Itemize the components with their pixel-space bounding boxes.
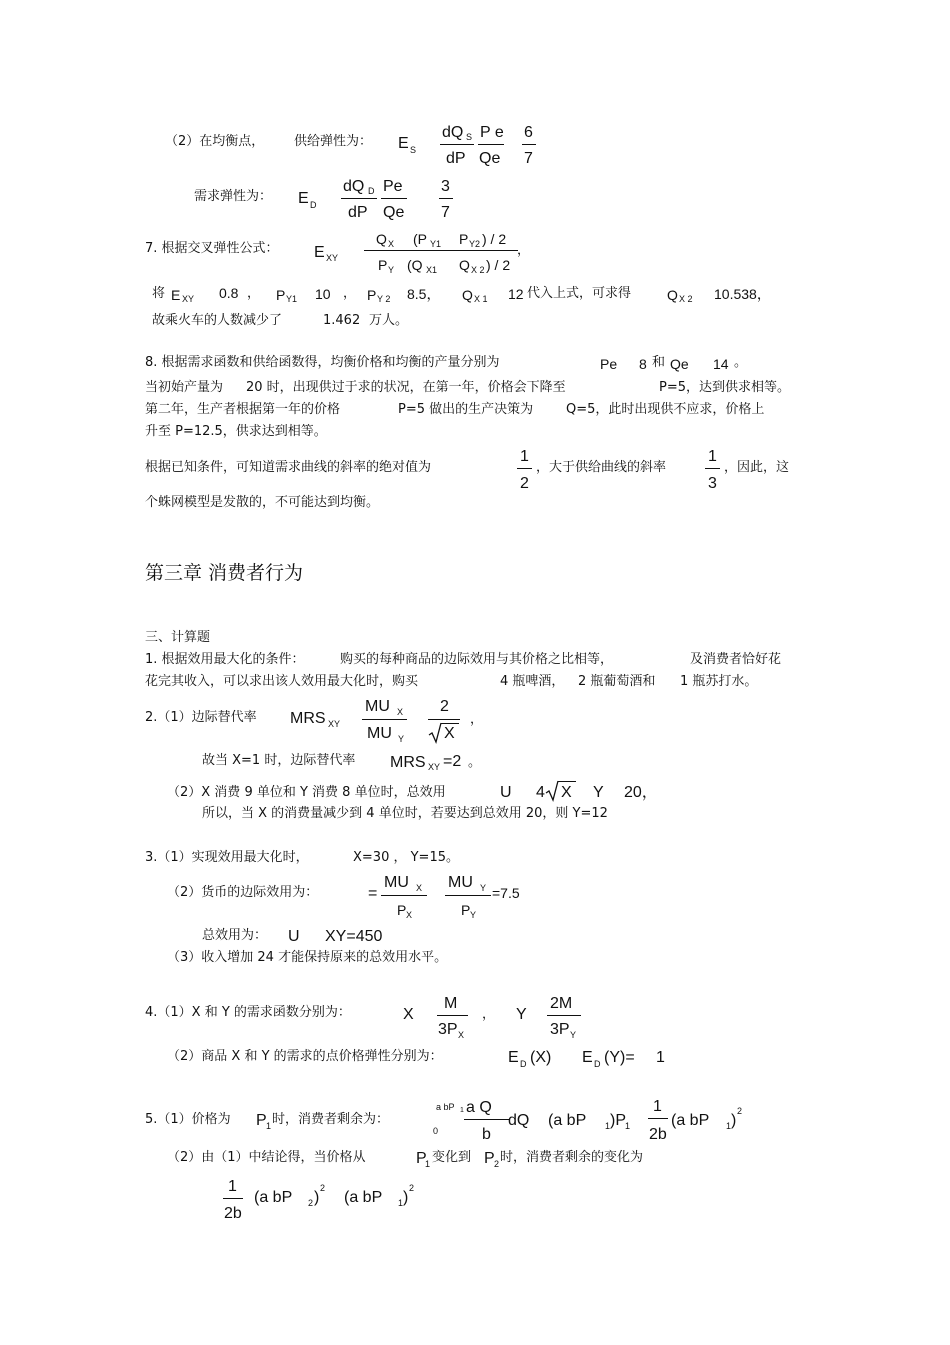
frac-bar	[364, 250, 518, 251]
q4-l1: 4.（1）X 和 Y 的需求函数分别为：	[145, 1005, 351, 1020]
num-py2: P	[459, 231, 469, 247]
ed-y: E	[582, 1049, 593, 1066]
q8-l2c: P=5，达到供求相等。	[659, 380, 791, 395]
mrs-symbol: MRS	[390, 754, 426, 771]
half-den: 2b	[649, 1126, 667, 1143]
q5-l2a: （2）由（1）中结论得，当价格从	[167, 1150, 366, 1165]
num-q: Q	[376, 231, 387, 247]
frac-bar	[517, 468, 532, 469]
q7-v1: 0.8	[219, 285, 239, 301]
den-qx1: (Q	[407, 257, 423, 273]
lambda-value: =7.5	[492, 885, 520, 901]
frac-den: dP	[348, 204, 368, 221]
es-symbol: E	[398, 135, 409, 152]
frac-num-sub: D	[368, 186, 375, 196]
q7-l3a: 故乘火车的人数减少了	[152, 313, 283, 328]
frac-bar	[705, 468, 720, 469]
term-p1: (a bP	[344, 1189, 383, 1206]
p1-sub: 1	[266, 1121, 272, 1131]
den-py: P	[378, 257, 388, 273]
q5-l2b: 变化到	[432, 1150, 472, 1165]
q7-c1: ，	[247, 286, 261, 301]
ed-x-arg: (X)	[530, 1049, 552, 1066]
px: P	[397, 902, 407, 918]
q7-py2: P	[367, 287, 377, 303]
num-q-sub: X	[388, 239, 395, 249]
q7-v4: 12	[508, 286, 524, 302]
mrs-symbol: MRS	[290, 710, 326, 727]
mrs-sub: XY	[328, 719, 341, 729]
frac-bar	[547, 1015, 581, 1016]
frac-num: P e	[480, 124, 504, 141]
ed-y-sub: D	[594, 1059, 601, 1069]
den-qx2-sub: X 2	[471, 265, 485, 275]
q8-l1: 8. 根据需求函数和供给函数得，均衡价格和均衡的产量分别为	[145, 355, 500, 370]
exy-sub: XY	[326, 253, 339, 263]
p1-sub: 1	[425, 1159, 431, 1169]
rect-end-sub: 1	[625, 1121, 631, 1131]
q2-label: 2.（1）边际替代率	[145, 710, 257, 725]
sqrt-bar	[558, 781, 576, 782]
q7-v3: 8.5，	[407, 286, 441, 302]
utility-u: U	[288, 928, 300, 945]
comma: ，	[517, 243, 531, 258]
frac-num-sub: S	[466, 132, 473, 142]
mrs-value: =2	[443, 753, 462, 770]
mu-x: MU	[384, 874, 409, 891]
frac-bar	[478, 144, 504, 145]
frac-num: a Q	[466, 1099, 492, 1116]
q7-c2: ，	[343, 286, 357, 301]
frac-den: Qe	[479, 150, 501, 167]
dq: dQ	[508, 1112, 530, 1129]
sqrt-icon	[545, 780, 559, 802]
q7-qx1-sub: X 1	[474, 294, 488, 304]
slope-den: 3	[708, 475, 717, 492]
frac-den: Qe	[383, 204, 405, 221]
q3-l1a: 3.（1）实现效用最大化时，	[145, 850, 309, 865]
mu-y: MU	[448, 874, 473, 891]
q8-l2a: 当初始产量为	[145, 380, 224, 395]
q7-py2-sub: Y 2	[377, 294, 391, 304]
frac-bar	[440, 144, 474, 145]
q5-l1a: 5.（1）价格为	[145, 1112, 231, 1127]
ed-y-arg: (Y)=	[604, 1049, 635, 1066]
term-p2-end: )	[314, 1189, 320, 1206]
q1-a: 1. 根据效用最大化的条件：	[145, 652, 305, 667]
q7-label: 7. 根据交叉弹性公式：	[145, 241, 279, 256]
frac-den: dP	[446, 150, 466, 167]
frac-bar	[522, 144, 536, 145]
q2-l3a: （2）X 消费 9 单位和 Y 消费 8 单位时，总效用	[167, 785, 446, 800]
p2b-label: 需求弹性为：	[194, 189, 273, 204]
term-p2-sub: 2	[308, 1198, 314, 1208]
q1-f: 2 瓶葡萄酒和	[578, 674, 656, 689]
sqrt-x: X	[561, 784, 572, 801]
coef-4: 4	[536, 784, 545, 801]
frac-bar	[648, 1118, 668, 1119]
num-py2-sub: Y2	[469, 239, 481, 249]
num-py1: (P	[413, 231, 427, 247]
sq-end: )	[731, 1112, 737, 1129]
frac-den-sub: X	[458, 1030, 465, 1040]
q1-g: 1 瓶苏打水。	[680, 674, 758, 689]
py-sub: Y	[470, 910, 477, 920]
result-num: 3	[441, 178, 450, 195]
ed-x-sub: D	[520, 1059, 527, 1069]
p2-label: 供给弹性为：	[294, 134, 373, 149]
frac-den-sub: Y	[570, 1030, 577, 1040]
q5-l1b: 时，消费者剩余为：	[272, 1112, 390, 1127]
mu-y-sub: Y	[480, 883, 487, 893]
q3-l3: 总效用为：	[202, 928, 268, 943]
sqrt-bar	[441, 723, 459, 724]
comma: ，	[482, 1007, 496, 1022]
var-y: Y	[516, 1006, 527, 1023]
q1-e: 4 瓶啤酒，	[500, 674, 565, 689]
q7-v2: 10	[315, 286, 331, 302]
slope-den: 2	[520, 475, 529, 492]
frac-num: M	[444, 995, 458, 1012]
mu-x-sub: X	[416, 883, 423, 893]
q8-pe-v: 8	[639, 356, 647, 372]
total-utility: XY=450	[325, 928, 383, 945]
half-num: 1	[653, 1098, 662, 1115]
q8-pe: Pe	[600, 356, 618, 372]
term-p1-sup: 2	[409, 1183, 415, 1193]
ed-symbol: E	[298, 190, 309, 207]
ed-x: E	[508, 1049, 519, 1066]
es-sub: S	[410, 145, 417, 155]
q3-l4: （3）收入增加 24 才能保持原来的总效用水平。	[167, 950, 448, 965]
q8-he: 和	[652, 355, 666, 370]
term-p2-sup: 2	[320, 1183, 326, 1193]
int-lower: 0	[433, 1126, 439, 1136]
term-p1-sub: 1	[398, 1198, 404, 1208]
q8-l5b: ，大于供给曲线的斜率	[536, 460, 667, 475]
p2-sub: 2	[494, 1159, 500, 1169]
frac-bar	[381, 895, 427, 896]
q7-jiang: 将	[152, 286, 166, 301]
ed-value: 1	[656, 1049, 665, 1066]
q8-l6: 个蛛网模型是发散的，不可能达到均衡。	[145, 495, 380, 510]
q7-v5: 10.538，	[714, 286, 771, 302]
frac-bar	[362, 719, 407, 720]
ed-sub: D	[310, 200, 317, 210]
frac-den: 3P	[438, 1021, 458, 1038]
q7-l3v: 1.462	[323, 313, 361, 328]
q7-qx1: Q	[462, 287, 473, 303]
q3-l2: （2）货币的边际效用为：	[167, 885, 319, 900]
p1: P	[416, 1150, 427, 1167]
q1-d: 花完其收入，可以求出该人效用最大化时，购买	[145, 674, 419, 689]
p2: P	[484, 1150, 495, 1167]
q1-b: 购买的每种商品的边际效用与其价格之比相等，	[340, 652, 614, 667]
int-upper-sub: 1	[460, 1107, 464, 1114]
frac-bar	[223, 1198, 243, 1199]
chapter-title: 第三章 消费者行为	[145, 562, 304, 584]
var-y: Y	[593, 784, 604, 801]
sqrt-icon	[428, 722, 442, 744]
frac-num: Pe	[383, 178, 403, 195]
q8-qe: Qe	[670, 356, 689, 372]
q8-l4: 升至 P=12.5，供求达到相等。	[145, 424, 327, 439]
py: P	[461, 902, 471, 918]
frac-bar	[381, 198, 407, 199]
mrs-sub: XY	[428, 762, 441, 772]
slope-num: 1	[708, 448, 717, 465]
value-20: 20，	[624, 784, 658, 801]
frac-num: dQ	[343, 178, 365, 195]
q2-l4: 所以，当 X 的消费量减少到 4 单位时，若要达到总效用 20，则 Y=12	[202, 806, 608, 821]
q8-l5a: 根据已知条件，可知道需求曲线的斜率的绝对值为	[145, 460, 432, 475]
q7-py1-sub: Y1	[286, 294, 298, 304]
slope-num: 1	[520, 448, 529, 465]
half-den: 2b	[224, 1205, 242, 1222]
num-py1-sub: Y1	[430, 239, 442, 249]
frac-bar	[437, 1015, 468, 1016]
q7-py1: P	[276, 287, 286, 303]
q7-mid: 代入上式，可求得	[527, 286, 632, 301]
utility-u: U	[500, 784, 512, 801]
comma: ，	[470, 712, 484, 727]
mu-y: MU	[367, 725, 392, 742]
mu-x-sub: X	[397, 707, 404, 717]
q8-l3c: Q=5，此时出现供不应求，价格上	[566, 402, 765, 417]
half-num: 1	[228, 1178, 237, 1195]
q8-end: 。	[734, 355, 748, 370]
q7-qx2-sub: X 2	[679, 294, 693, 304]
equals: =	[368, 885, 378, 902]
mrs-num: 2	[440, 698, 449, 715]
q5-l2c: 时，消费者剩余的变化为	[500, 1150, 644, 1165]
q7-qx2: Q	[667, 287, 678, 303]
rect-end: )P	[610, 1112, 626, 1129]
section-title: 三、计算题	[145, 630, 211, 645]
result-den: 7	[524, 150, 533, 167]
p1: P	[256, 1112, 267, 1129]
q2-l2a: 故当 X=1 时，边际替代率	[202, 753, 356, 768]
period: 。	[468, 755, 482, 770]
frac-bar	[439, 198, 453, 199]
frac-den: b	[482, 1126, 491, 1143]
sq-sup: 2	[737, 1106, 743, 1116]
rect-sub: 1	[605, 1121, 611, 1131]
q8-l3b: P=5 做出的生产决策为	[398, 402, 534, 417]
frac-bar	[428, 719, 460, 720]
den-qx2: Q	[459, 257, 470, 273]
den-half: ) / 2	[486, 257, 511, 273]
q7-exy: E	[171, 287, 181, 303]
sq-term: (a bP	[671, 1112, 710, 1129]
result-num: 6	[524, 124, 533, 141]
q8-l5c: ，因此，这	[724, 460, 790, 475]
q1-c: 及消费者恰好花	[690, 652, 782, 667]
frac-bar	[341, 198, 377, 199]
frac-den: 3P	[550, 1021, 570, 1038]
result-den: 7	[441, 204, 450, 221]
term-p2: (a bP	[254, 1189, 293, 1206]
var-x: X	[403, 1006, 414, 1023]
frac-bar	[445, 895, 491, 896]
q8-qe-v: 14	[713, 356, 729, 372]
q8-l3a: 第二年，生产者根据第一年的价格	[145, 402, 341, 417]
mu-y-sub: Y	[398, 734, 405, 744]
px-sub: X	[406, 910, 413, 920]
q8-l2b: 20 时，出现供过于求的状况，在第一年，价格会下降至	[246, 380, 566, 395]
sqrt-x: X	[444, 725, 455, 742]
p2-prefix: （2）在均衡点，	[165, 134, 265, 149]
q7-exy-sub: XY	[182, 294, 195, 304]
den-qx1-sub: X1	[426, 265, 438, 275]
frac-bar	[464, 1119, 510, 1120]
q3-l1b: X=30 ， Y=15。	[353, 850, 459, 865]
sq-sub: 1	[726, 1121, 732, 1131]
term-p1-end: )	[403, 1189, 409, 1206]
q4-l2: （2）商品 X 和 Y 的需求的点价格弹性分别为：	[167, 1049, 443, 1064]
mu-x: MU	[365, 698, 390, 715]
frac-num: dQ	[442, 124, 464, 141]
exy-symbol: E	[314, 244, 325, 261]
rect-term: (a bP	[548, 1112, 587, 1129]
den-py-sub: Y	[388, 265, 395, 275]
q7-l3b: 万人。	[369, 313, 409, 328]
int-upper: a bP	[436, 1102, 455, 1112]
frac-num: 2M	[550, 995, 573, 1012]
num-half: ) / 2	[482, 231, 507, 247]
